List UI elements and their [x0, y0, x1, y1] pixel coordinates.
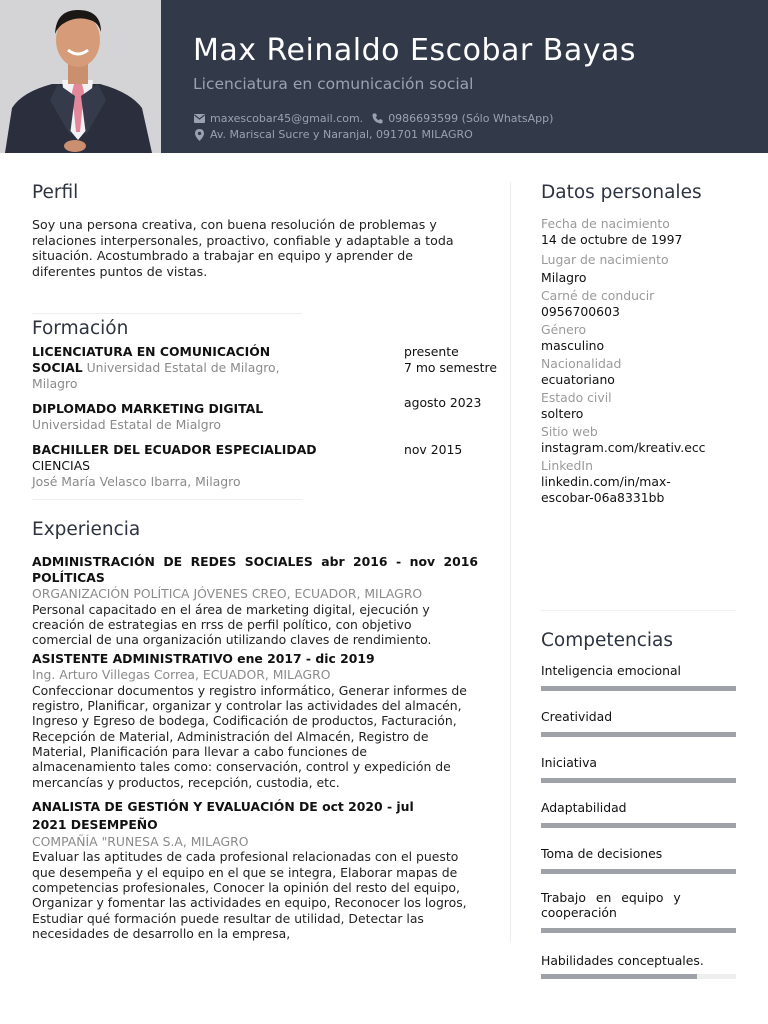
dp-value: ecuatoriano — [541, 372, 615, 387]
exp-desc: Personal capacitado en el área de marketing digital, ejecución y creación de estrategias en rrss de perfil político, con objetivo comercial de una organización utilizando claves de rendimiento. — [32, 601, 432, 648]
dp-label: LinkedIn — [541, 458, 593, 473]
edu-date: presente 7 mo semestre — [404, 344, 497, 375]
edu-item — [32, 442, 480, 489]
left-column — [32, 182, 497, 945]
edu-title: LICENCIATURA EN COMUNICACIÓN SOCIAL Universidad Estatal de Milagro, Milagro — [32, 344, 280, 391]
skill-fill — [541, 686, 736, 691]
edu-item — [32, 395, 482, 432]
dp-label: Lugar de nacimiento — [541, 252, 669, 267]
exp-org: ORGANIZACIÓN POLÍTICA JÓVENES CREO, ECUADOR, MILAGRO — [32, 586, 423, 602]
header-banner — [0, 0, 768, 153]
dp-value: soltero — [541, 406, 584, 421]
formacion-list — [32, 344, 497, 489]
dp-label: Carné de conducir — [541, 288, 655, 303]
skill-bar — [541, 974, 736, 979]
experiencia-list — [32, 554, 480, 941]
skill-label: Iniciativa — [541, 755, 598, 770]
perfil-heading: Perfil — [32, 182, 79, 203]
exp-desc: Evaluar las aptitudes de cada profesional relacionadas con el puesto que desempeña y el equipo en el que se integra, Elaborar mapas de competencias profesionales, Conocer la opinión del resto del equipo, Organizar y fomentar las actividades en equipo, Reconocer los logros, Estudiar qué formación puede resultar de utilidad, Detectar las necesidades de desarrollo en la empresa, — [32, 849, 467, 941]
edu-item — [32, 344, 497, 391]
datos-list — [541, 216, 736, 506]
experiencia-heading: Experiencia — [32, 519, 141, 541]
skill-fill — [541, 974, 697, 979]
contact-row-primary — [193, 112, 553, 125]
skill-item — [541, 890, 736, 953]
skill-bar — [541, 732, 736, 737]
skill-bar — [541, 869, 736, 874]
dp-label: Estado civil — [541, 390, 612, 405]
skill-item — [541, 800, 736, 846]
exp-org: Ing. Arturo Villegas Correa, ECUADOR, MILAGRO — [32, 667, 331, 683]
skill-item — [541, 953, 736, 979]
phone-text[interactable]: 0986693599 (Sólo WhatsApp) — [388, 112, 554, 125]
dp-value[interactable]: instagram.com/kreativ.ecc — [541, 440, 706, 455]
skill-label: Habilidades conceptuales. — [541, 953, 704, 968]
exp-item — [32, 554, 480, 647]
skill-item — [541, 755, 736, 800]
dp-value: 14 de octubre de 1997 — [541, 232, 683, 247]
edu-extra: CIENCIAS — [32, 457, 91, 473]
skill-label: Toma de decisiones — [541, 846, 663, 861]
dp-value: 0956700603 — [541, 304, 620, 319]
dp-label: Sitio web — [541, 424, 598, 439]
dp-label: Nacionalidad — [541, 356, 622, 371]
skill-item — [541, 709, 736, 755]
exp-desc: Confeccionar documentos y registro informático, Generar informes de registro, Planificar, organizar y controlar las actividades del almacén, Ingreso y Egreso de bodega, Codificación de productos, Facturación, Recepción de Material, Administración del Almacén, Registro de Material, Planificación para llevar a cabo funciones de almacenamiento tales como: conservación, control y expedición de mercancías y productos, recepción, custodia, etc. — [32, 682, 467, 790]
dp-value: Milagro — [541, 270, 587, 285]
exp-head: ANALISTA DE GESTIÓN Y EVALUACIÓN DE oct 2020 - jul 2021 DESEMPEÑO — [32, 798, 414, 832]
skill-bar — [541, 778, 736, 783]
address-text: Av. Mariscal Sucre y Naranjal, 091701 MILAGRO — [210, 128, 473, 141]
location-pin-icon — [193, 129, 206, 141]
skill-fill — [541, 928, 736, 933]
dp-value: masculino — [541, 338, 605, 353]
skill-label: Creatividad — [541, 709, 613, 724]
email-text[interactable]: maxescobar45@gmail.com. — [210, 112, 364, 125]
skill-fill — [541, 823, 736, 828]
exp-head: ASISTENTE ADMINISTRATIVO ene 2017 - dic 2019 — [32, 651, 375, 667]
skill-fill — [541, 778, 736, 783]
edu-title: DIPLOMADO MARKETING DIGITAL — [32, 401, 264, 417]
column-divider — [510, 182, 511, 942]
skill-item — [541, 663, 736, 709]
dp-label: Fecha de nacimiento — [541, 216, 670, 231]
skill-label: Trabajo en equipo y cooperación — [541, 890, 681, 920]
formacion-heading: Formación — [32, 318, 129, 340]
skill-item — [541, 846, 736, 890]
candidate-title: Licenciatura en comunicación social — [193, 75, 474, 93]
dp-label: Género — [541, 322, 587, 337]
datos-heading: Datos personales — [541, 182, 702, 203]
skill-bar — [541, 686, 736, 691]
contact-row-address — [193, 128, 473, 141]
perfil-text: Soy una persona creativa, con buena resolución de problemas y relaciones interpersonales, proactivo, confiable y adaptable a toda situación. Acostumbrado a trabajar en equipo y aprender de diferentes puntos de vistas. — [32, 217, 454, 279]
candidate-name: Max Reinaldo Escobar Bayas — [193, 33, 636, 68]
edu-title: BACHILLER DEL ECUADOR ESPECIALIDAD — [32, 442, 317, 458]
competencias-list — [541, 663, 736, 979]
edu-school: Universidad Estatal de Mialgro — [32, 416, 222, 432]
right-column — [541, 182, 736, 979]
section-divider — [541, 610, 736, 611]
envelope-icon — [193, 113, 206, 125]
profile-photo — [0, 0, 161, 153]
skill-fill — [541, 869, 736, 874]
phone-icon — [371, 113, 384, 125]
skill-fill — [541, 732, 736, 737]
skill-bar — [541, 928, 736, 933]
competencias-heading: Competencias — [541, 630, 674, 651]
edu-date: nov 2015 — [404, 442, 463, 458]
exp-head: ADMINISTRACIÓN DE REDES SOCIALES abr 2016 - nov 2016 POLÍTICAS — [32, 554, 478, 586]
section-divider — [32, 313, 302, 314]
exp-org: COMPAÑÍA "RUNESA S.A, MILAGRO — [32, 833, 249, 849]
edu-school: José María Velasco Ibarra, Milagro — [32, 473, 241, 489]
section-divider — [32, 499, 302, 500]
skill-label: Inteligencia emocional — [541, 663, 681, 678]
skill-label: Adaptabilidad — [541, 800, 627, 815]
exp-item — [32, 651, 480, 789]
skill-bar — [541, 823, 736, 828]
exp-item — [32, 798, 480, 941]
dp-value[interactable]: linkedin.com/in/max-escobar-06a8331bb — [541, 474, 671, 505]
edu-date: agosto 2023 — [404, 395, 482, 411]
